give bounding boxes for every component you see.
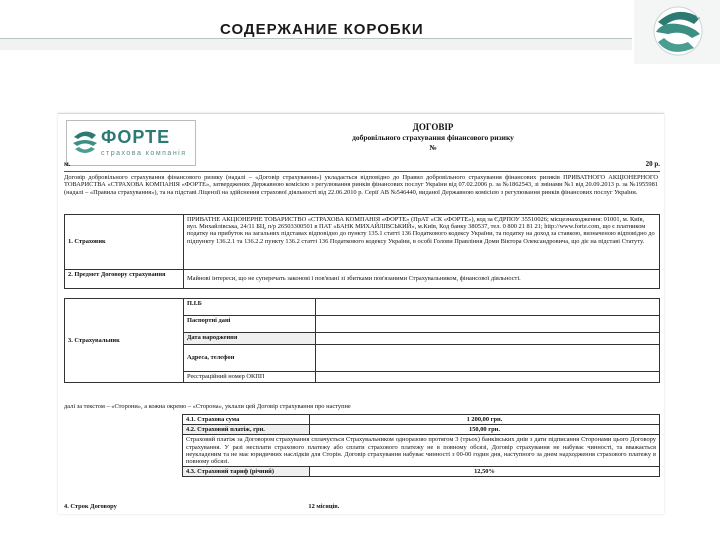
table-row: [183, 467, 660, 477]
subject-details: Майнові інтереси, що не суперечать законові і пов'язані зі збитками пов'язаними Страхувальником, фінансової діяльності.: [184, 270, 660, 289]
premium-label: 4.2. Страховий платіж, грн.: [183, 425, 310, 435]
place-divider: [64, 171, 660, 172]
company-logo: [634, 0, 720, 64]
document-title: ДОГОВІР: [412, 122, 454, 132]
table-row: [183, 425, 660, 435]
table-row: [65, 215, 660, 270]
premium-value: 150,00 грн.: [310, 425, 660, 435]
insured-value-passport[interactable]: [316, 316, 660, 333]
contract-document: [58, 113, 664, 514]
table-row: [65, 270, 660, 289]
forte-logo-icon: [634, 0, 720, 64]
term-row: [64, 503, 339, 510]
header-band: [0, 38, 632, 50]
contract-table-top: [64, 214, 660, 289]
sum-label: 4.1. Страхова сума: [183, 415, 310, 425]
insured-value-address[interactable]: [316, 345, 660, 372]
brand-name: ФОРТЕ: [101, 127, 171, 147]
insured-value-name[interactable]: [316, 299, 660, 316]
tariff-value: 12,50%: [310, 467, 660, 477]
slide-title: СОДЕРЖАНИЕ КОРОБКИ: [220, 21, 424, 38]
term-value: 12 місяців.: [308, 503, 340, 510]
insured-value-birthdate[interactable]: [316, 333, 660, 345]
parties-clause: далі за текстом – «Сторони», а кожна окремо – «Сторона», уклали цей Договір страхування про наступне: [64, 403, 351, 410]
insured-field-tax-id: Реєстраційний номер ОКПП: [184, 372, 316, 383]
insured-field-name: П.І.Б: [184, 299, 316, 316]
contract-intro: Договір добровільного страхування фінансового ризику (надалі – «Договір страхування») укладається відповідно до Правил добровільного страхування фінансових ризиків ПРИВАТНОГО АКЦІОНЕРНОГО ТОВАРИСТВА «СТРАХОВА КОМПАНІЯ «ФОРТЕ», затверджених Державною комісією з регулювання ринків фінансових послуг України від 07.02.2006 р. за №1862543, зі змінами №1 від 20.09.2013 р. за №1955981 (надалі – «Правила страхування»), та на підставі Ліцензії на здійснення страхової діяльності від 22.06.2010 р. Серії АВ №546440, виданої Державною комісією з регулювання ринків фінансових послуг України.: [64, 174, 658, 196]
document-subtitle: добровільного страхування фінансового ризику: [352, 133, 514, 142]
brand-subtitle: страхова компанія: [101, 150, 187, 157]
insurer-details: ПРИВАТНЕ АКЦІОНЕРНЕ ТОВАРИСТВО «СТРАХОВА КОМПАНІЯ «ФОРТЕ» (ПрАТ «СК «ФОРТЕ»), код за ЄДРПОУ 35510026; місцезнаходження: 01001, м. Київ, вул. Михайлівська, 24/11 БЦ, п/р 26503300501 в ПАТ «БАНК МИХАЙЛІВСЬКИЙ», м.Київ, Код банку 380537, тел. 0 800 21 81 21; http://www.forte.com, що є платником податку на прибуток на загальних підставах відповідно до пункту 135.1 статті 136 Податкового кодексу України, та податку на доход за ставкою, визначеною відповідно до підпункту 136.2.1 та 136.2.2 пункту 136.2 статті 136 Податкового кодексу України, в особі Голови Правління Доми Віктора Олександровича, що діє на підставі Статуту.: [184, 215, 660, 270]
slide-header: [0, 0, 720, 44]
insured-field-address: Адреса, телефон: [184, 345, 316, 372]
table-row: [183, 415, 660, 425]
place-date-row: [64, 160, 660, 170]
document-title-block: [208, 122, 658, 152]
table-row: [183, 435, 660, 467]
place-label: м.: [64, 160, 71, 168]
term-label: 4. Строк Договору: [64, 503, 117, 510]
insured-table: [64, 298, 660, 383]
payment-terms: Страховий платіж за Договором страхування сплачується Страхувальником одноразово протягом 3 (трьох) банківських днів з дати підписання Сторонами цього Договору страхування. У разі несплати страхового платежу або сплати страхового платежу не в повному обсязі, Договір страхування не набуває чинності, та вважається неукладеним та не має юридичних наслідків для Сторін. Договір страхування набуває чинності з 00-00 годин дня, наступного за днем надходження страхового платежу в повному обсязі.: [183, 435, 660, 467]
insured-field-birthdate: Дата народження: [184, 333, 316, 345]
document-number: №: [429, 143, 437, 152]
insurer-label: 1. Страховик: [65, 215, 184, 270]
terms-table: [182, 414, 660, 477]
forte-mark-icon: [70, 127, 100, 157]
sum-value: 1 200,00 грн.: [310, 415, 660, 425]
table-row: [65, 299, 660, 316]
insured-field-passport: Паспортні дані: [184, 316, 316, 333]
insured-label: 3. Страхувальник: [65, 299, 184, 383]
date-label: 20 р.: [645, 160, 660, 168]
insured-value-tax-id[interactable]: [316, 372, 660, 383]
header-divider: [0, 38, 632, 39]
subject-label: 2. Предмет Договору страхування: [65, 270, 184, 289]
tariff-label: 4.3. Страховий тариф (річний): [183, 467, 310, 477]
